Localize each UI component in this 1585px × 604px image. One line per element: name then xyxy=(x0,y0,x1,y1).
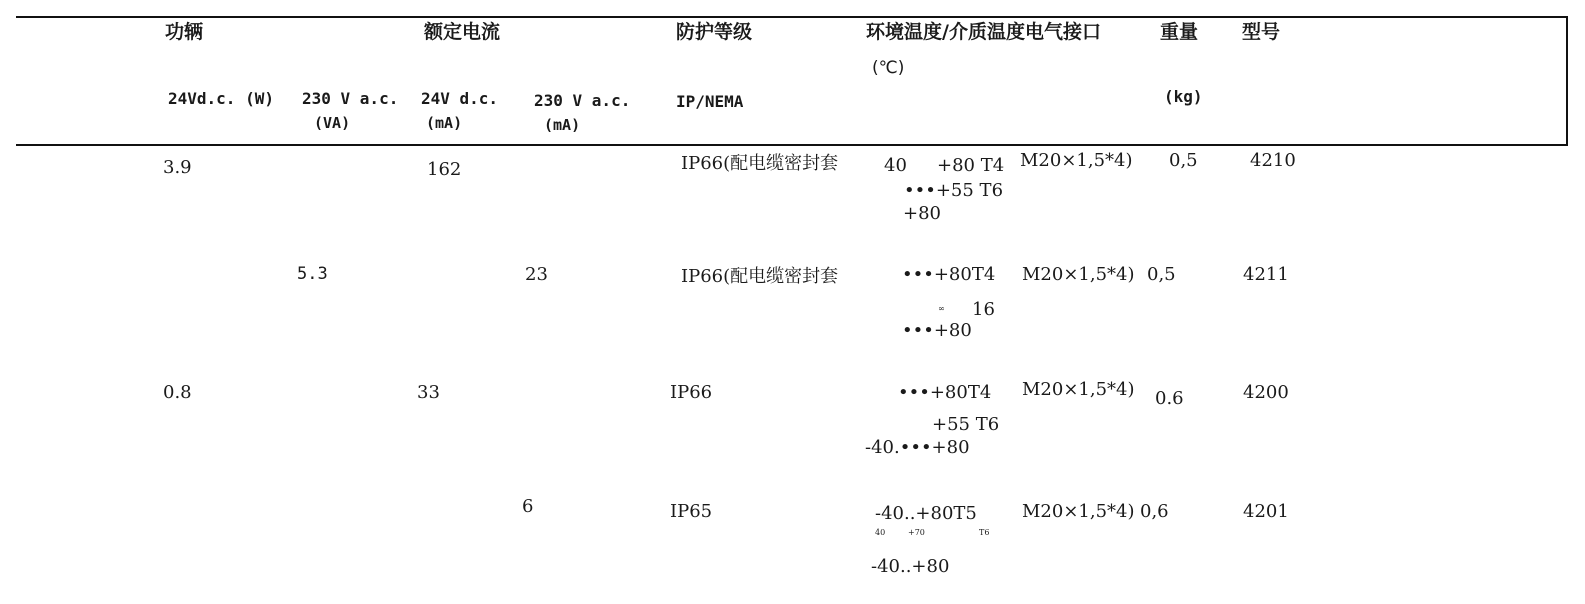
table-header-box xyxy=(16,16,1568,146)
row4-temp-2: 40 xyxy=(875,528,886,537)
row1-temp-1: 40 xyxy=(884,155,907,176)
row1-model: 4210 xyxy=(1250,150,1296,171)
row2-protection: IP66(配电缆密封套 xyxy=(681,266,839,287)
row1-weight: 0,5 xyxy=(1169,150,1198,171)
row3-weight: 0.6 xyxy=(1155,388,1184,409)
subheader-current-230v: 230 V a.c. xyxy=(534,91,631,110)
row3-protection: IP66 xyxy=(670,382,713,403)
row2-temp-1: •••+80T4 xyxy=(902,264,996,285)
row2-interface: M20×1,5*4) xyxy=(1022,264,1135,285)
row4-model: 4201 xyxy=(1243,501,1289,522)
row4-weight: 0,6 xyxy=(1140,501,1169,522)
subheader-current-24v: 24V d.c. xyxy=(421,89,499,108)
row4-temp-3: +70 xyxy=(908,528,925,537)
header-model: 型号 xyxy=(1242,21,1281,43)
row4-current-230v: 6 xyxy=(522,496,534,517)
row4-interface: M20×1,5*4) xyxy=(1022,501,1135,522)
header-temp-unit: (℃) xyxy=(872,58,905,78)
subheader-current-24v-unit: (mA) xyxy=(426,114,463,132)
subheader-power-230v: 230 V a.c. xyxy=(302,89,399,108)
row4-temp-4: T6 xyxy=(979,528,990,537)
row2-current-230v: 23 xyxy=(525,264,548,285)
row3-power-24v: 0.8 xyxy=(163,382,192,403)
header-protection: 防护等级 xyxy=(676,21,753,43)
row1-current-24v: 162 xyxy=(427,159,462,180)
row2-temp-3: 16 xyxy=(972,299,995,320)
row3-model: 4200 xyxy=(1243,382,1289,403)
row3-temp-3: -40.•••+80 xyxy=(865,437,970,458)
row4-temp-5: -40..+80 xyxy=(871,556,950,577)
row1-temp-2: +80 T4 xyxy=(937,155,1005,176)
row1-interface: M20×1,5*4) xyxy=(1020,150,1133,171)
subheader-ipnema: IP/NEMA xyxy=(676,92,744,111)
header-power: 功辆 xyxy=(165,21,204,43)
row3-interface: M20×1,5*4) xyxy=(1022,379,1135,400)
row2-model: 4211 xyxy=(1243,264,1289,285)
subheader-power-230v-unit: (VA) xyxy=(314,114,351,132)
header-rated-current: 额定电流 xyxy=(424,21,501,43)
row1-power-24v: 3.9 xyxy=(163,157,192,178)
row2-temp-4: •••+80 xyxy=(902,320,972,341)
row1-temp-3: •••+55 T6 xyxy=(904,180,1004,201)
row3-temp-2: +55 T6 xyxy=(932,414,1000,435)
row3-current-24v: 33 xyxy=(417,382,440,403)
subheader-weight-unit: (kg) xyxy=(1164,87,1203,106)
row3-temp-1: •••+80T4 xyxy=(898,382,992,403)
header-weight: 重量 xyxy=(1160,21,1199,43)
row1-protection: IP66(配电缆密封套 xyxy=(681,153,839,174)
row1-temp-4: +80 xyxy=(903,203,941,224)
subheader-current-230v-unit: (mA) xyxy=(544,116,581,134)
row4-temp-1: -40..+80T5 xyxy=(875,503,977,524)
header-temp-interface: 环境温度/介质温度电气接口 xyxy=(866,21,1101,43)
row2-weight: 0,5 xyxy=(1147,264,1176,285)
row2-power-230v: 5.3 xyxy=(297,264,328,284)
row2-temp-2: ∞ xyxy=(938,304,945,313)
row4-protection: IP65 xyxy=(670,501,713,522)
subheader-power-24v: 24Vd.c. (W) xyxy=(168,89,274,108)
